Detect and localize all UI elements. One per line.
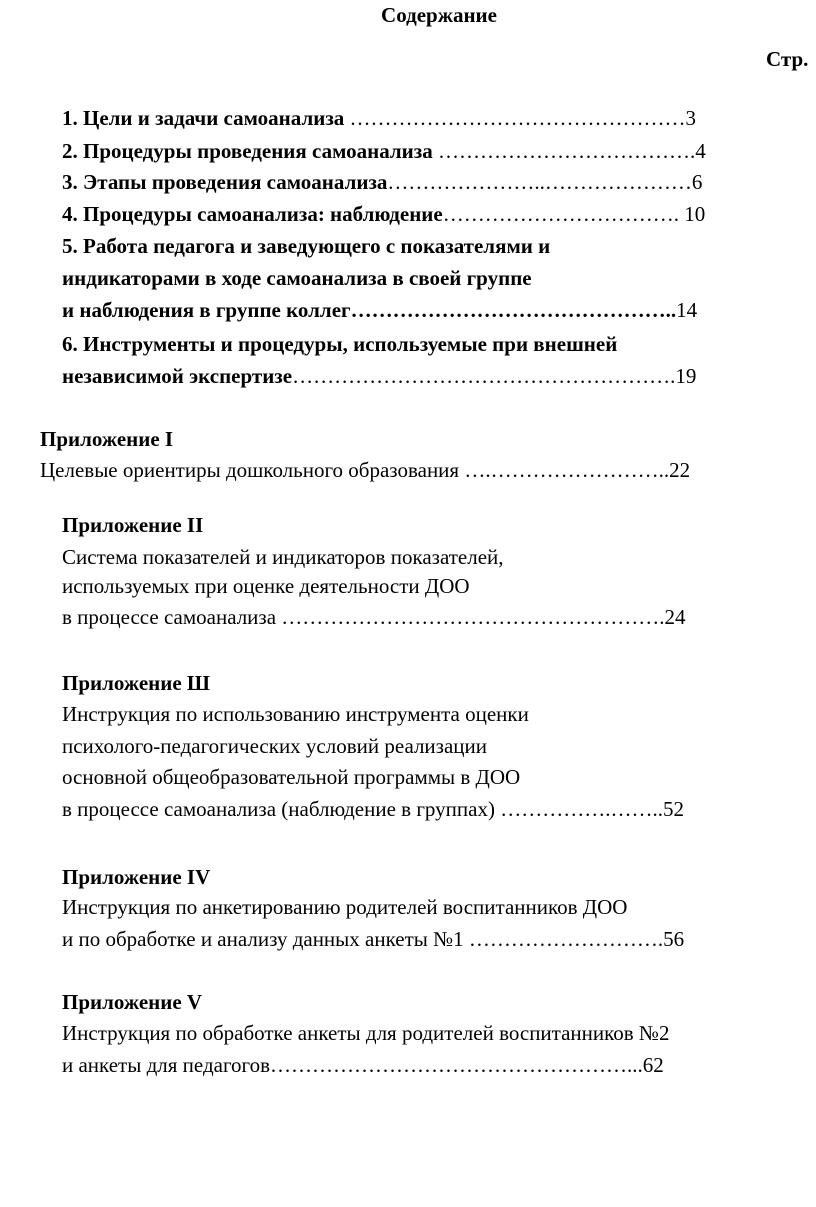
toc-item-1-title: 1. Цели и задачи самоанализа	[62, 106, 345, 130]
appendix-3-line-2: психолого-педагогических условий реализации	[62, 734, 488, 758]
appendix-4-line-2: и по обработке и анализу данных анкеты №1 ……………………….56	[62, 927, 685, 951]
toc-item-3	[62, 172, 702, 193]
toc-item-5-page: 14	[676, 298, 698, 322]
toc-item-2-page: ……………………………….4	[432, 139, 706, 163]
page-column-label: Стр.	[766, 47, 809, 71]
appendix-2-line-3: в процессе самоанализа ……………………………………………….24	[62, 605, 686, 629]
appendix-4-heading: Приложение IV	[62, 865, 211, 889]
toc-item-5-line-3	[62, 300, 697, 321]
appendix-1-line-1: Целевые ориентиры дошкольного образования ….……………………..22	[40, 458, 691, 482]
toc-item-5-title-part-1: 5. Работа педагога и заведующего с показателями и	[62, 234, 551, 258]
appendix-3-heading: Приложение Ш	[62, 671, 210, 695]
toc-item-4-page: ……………………………. 10	[442, 202, 706, 226]
toc-item-2-title: 2. Процедуры проведения самоанализа	[62, 139, 433, 163]
toc-item-3-page: …………………..…………………6	[387, 170, 703, 194]
appendix-5-line-1: Инструкция по обработке анкеты для родителей воспитанников №2	[62, 1021, 670, 1045]
appendix-3-line-3: основной общеобразовательной программы в ДОО	[62, 765, 521, 789]
appendix-2-line-1: Система показателей и индикаторов показателей,	[62, 545, 504, 569]
toc-item-6-title-part-1: 6. Инструменты и процедуры, используемые при внешней	[62, 332, 618, 356]
toc-item-1-page: …………………………………………3	[344, 106, 697, 130]
toc-item-1	[62, 108, 696, 129]
toc-item-5-title-part-3: и наблюдения в группе коллег………………………………………..	[62, 298, 677, 322]
toc-item-6-page: ……………………………………………….19	[292, 364, 697, 388]
toc-item-6-line-2	[62, 366, 696, 387]
page-title: Содержание	[381, 3, 497, 27]
appendix-2-line-2: используемых при оценке деятельности ДОО	[62, 574, 470, 598]
appendix-3-line-1: Инструкция по использованию инструмента оценки	[62, 702, 529, 726]
appendix-1-heading: Приложение I	[40, 427, 174, 451]
appendix-5-heading: Приложение V	[62, 990, 203, 1014]
toc-item-4	[62, 204, 705, 225]
toc-item-6-title-part-2: независимой экспертизе	[62, 364, 293, 388]
toc-item-3-title: 3. Этапы проведения самоанализа	[62, 170, 388, 194]
appendix-3-line-4: в процессе самоанализа (наблюдение в группах) …………….……..52	[62, 797, 684, 821]
toc-item-5-line-1	[62, 236, 550, 257]
appendix-5-line-2: и анкеты для педагогов……………………………………………...62	[62, 1053, 664, 1077]
toc-item-5-line-2	[62, 268, 532, 289]
toc-item-6-line-1	[62, 334, 617, 355]
appendix-4-line-1: Инструкция по анкетированию родителей воспитанников ДОО	[62, 895, 628, 919]
toc-item-4-title: 4. Процедуры самоанализа: наблюдение	[62, 202, 443, 226]
toc-item-5-title-part-2: индикаторами в ходе самоанализа в своей группе	[62, 266, 532, 290]
toc-item-2	[62, 141, 706, 162]
appendix-2-heading: Приложение II	[62, 513, 204, 537]
